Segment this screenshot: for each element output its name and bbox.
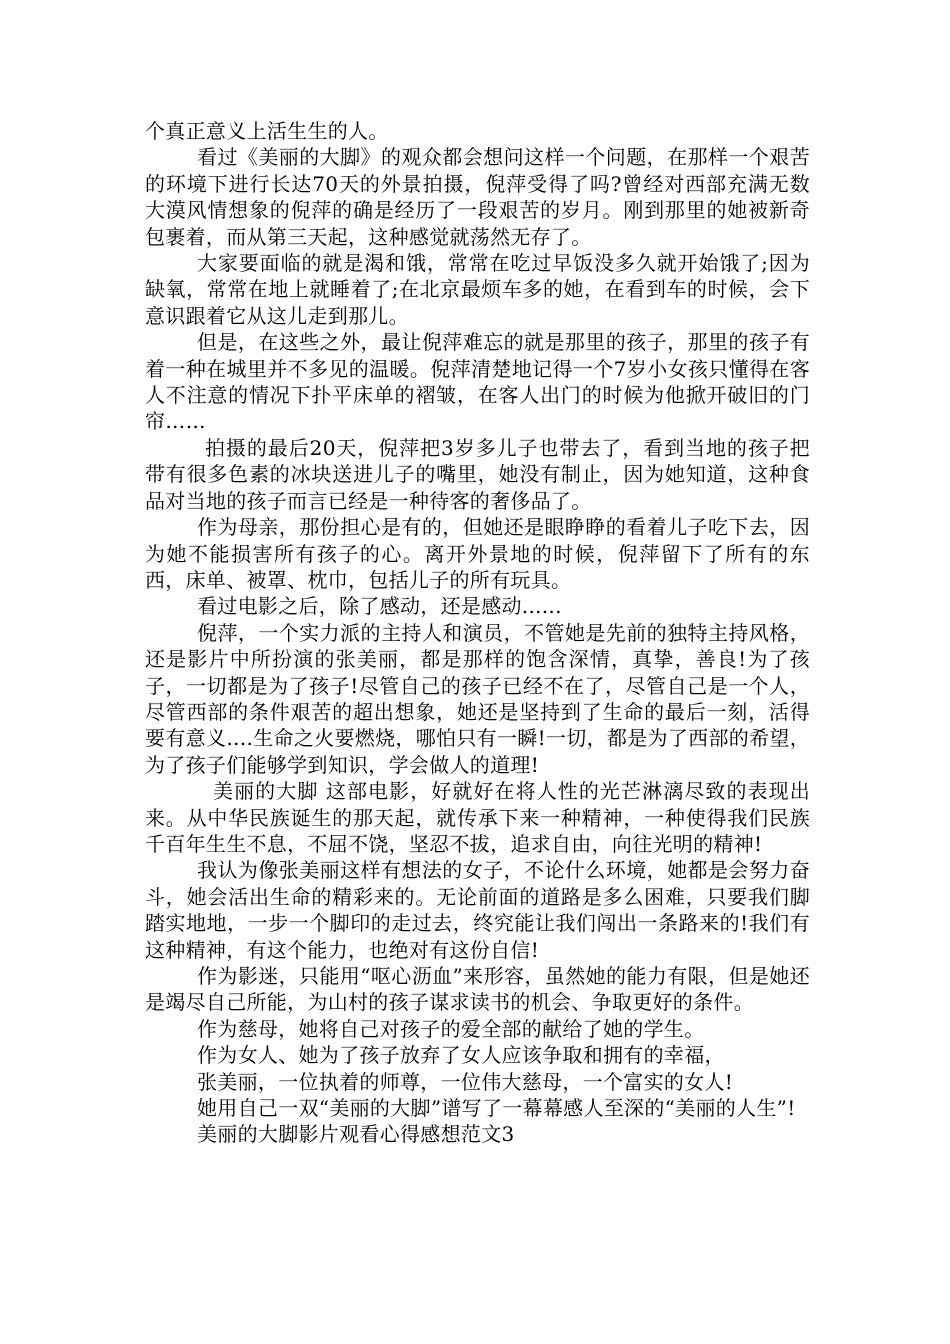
paragraph-1: 个真正意义上活生生的人。: [145, 119, 389, 143]
paragraph-9: 美丽的大脚 这部电影，好就好在将人性的光芒淋漓尽致的表现出来。从中华民族诞生的那天起，就传承下来一种精神，一种使得我们民族千百年生生不息，不屈不饶，坚忍不拔，追求自由，向往光明的精神!: [145, 779, 810, 856]
paragraph-2: 看过《美丽的大脚》的观众都会想问这样一个问题，在那样一个艰苦的环境下进行长达70天的外景拍摄，倪萍受得了吗?曾经对西部充满无数大漠风情想象的倪萍的确是经历了一段艰苦的岁月。刚到那里的她被新奇包裹着，而从第三天起，这种感觉就荡然无存了。: [145, 145, 810, 249]
paragraph-3: 大家要面临的就是渴和饿，常常在吃过早饭没多久就开始饿了;因为缺氧，常常在地上就睡着了;在北京最烦车多的她，在看到车的时候，会下意识跟着它从这儿走到那儿。: [145, 251, 810, 328]
paragraph-10: 我认为像张美丽这样有想法的女子，不论什么环境，她都是会努力奋斗，她会活出生命的精彩来的。无论前面的道路是多么困难，只要我们脚踏实地地，一步一个脚印的走过去，终究能让我们闯出一条路来的!我们有这种精神，有这个能力，也绝对有这份自信!: [145, 858, 810, 962]
paragraph-7: 看过电影之后，除了感动，还是感动......: [197, 594, 562, 619]
paragraph-11: 作为影迷，只能用“呕心沥血”来形容，虽然她的能力有限，但是她还是竭尽自己所能，为山村的孩子谋求读书的机会、争取更好的条件。: [145, 964, 810, 1015]
document-page: [145, 118, 810, 1148]
paragraph-15: 她用自己一双“美丽的大脚”谱写了一幕幕感人至深的“美丽的人生”!: [197, 1096, 796, 1121]
paragraph-6: 作为母亲，那份担心是有的，但她还是眼睁睁的看着儿子吃下去，因为她不能损害所有孩子的心。离开外景地的时候，倪萍留下了所有的东西，床单、被罩、枕巾，包括儿子的所有玩具。: [145, 515, 810, 592]
paragraph-4: 但是，在这些之外，最让倪萍难忘的就是那里的孩子，那里的孩子有着一种在城里并不多见的温暖。倪萍清楚地记得一个7岁小女孩只懂得在客人不注意的情况下扑平床单的褶皱，在客人出门的时候为他掀开破旧的门帘……: [145, 330, 810, 434]
paragraph-13: 作为女人、她为了孩子放弃了女人应该争取和拥有的幸福，: [197, 1043, 725, 1068]
paragraph-14: 张美丽，一位执着的师尊，一位伟大慈母，一个富实的女人!: [197, 1069, 734, 1094]
paragraph-5: 拍摄的最后20天，倪萍把3岁多儿子也带去了，看到当地的孩子把带有很多色素的冰块送进儿子的嘴里，她没有制止，因为她知道，这种食品对当地的孩子而言已经是一种待客的奢侈品了。: [145, 435, 810, 513]
section-heading: 美丽的大脚影片观看心得感想范文3: [197, 1122, 515, 1147]
paragraph-8: 倪萍，一个实力派的主持人和演员，不管她是先前的独特主持风格，还是影片中所扮演的张美丽，都是那样的饱含深情，真挚，善良!为了孩子，一切都是为了孩子!尽管自己的孩子已经不在了，尽管自己是一个人，尽管西部的条件艰苦的超出想象，她还是坚持到了生命的最后一刻，活得要有意义….生命之火要燃烧，哪怕只有一瞬!一切，都是为了西部的希望，为了孩子们能够学到知识，学会做人的道理!: [145, 620, 810, 777]
paragraph-12: 作为慈母，她将自己对孩子的爱全部的献给了她的学生。: [197, 1016, 705, 1041]
